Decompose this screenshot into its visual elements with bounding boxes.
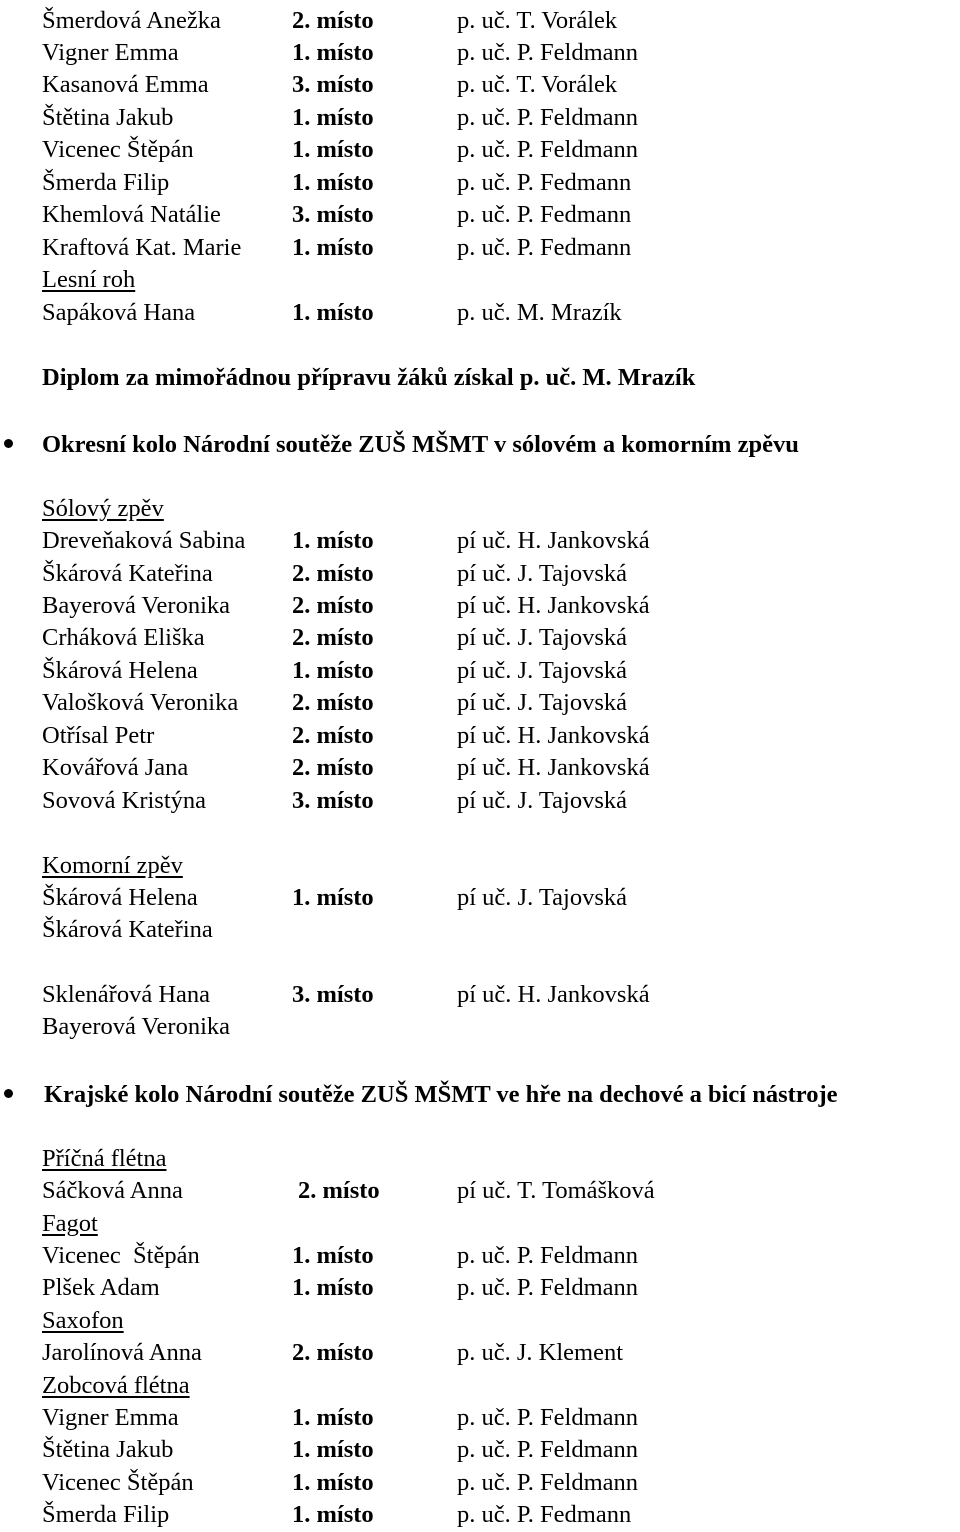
teacher-name: pí uč. J. Tajovská — [457, 787, 627, 814]
student-name: Bayerová Veronika — [42, 1013, 230, 1040]
placement: 2. místo — [292, 1339, 374, 1366]
student-name: Škárová Helena — [42, 657, 198, 684]
placement: 2. místo — [292, 722, 374, 749]
teacher-name: p. uč. P. Feldmann — [457, 1274, 639, 1301]
competition-title: Krajské kolo Národní soutěže ZUŠ MŠMT ve hře na dechové a bicí nástroje — [44, 1081, 838, 1108]
student-name: Crháková Eliška — [42, 624, 205, 651]
placement: 2. místo — [292, 689, 374, 716]
section-heading-komorni: Komorní zpěv — [42, 852, 183, 879]
student-name: Plšek Adam — [42, 1274, 160, 1301]
bullet-icon — [4, 1089, 13, 1098]
placement: 1. místo — [292, 104, 374, 131]
placement: 1. místo — [292, 1469, 374, 1496]
section-heading-solo: Sólový zpěv — [42, 495, 164, 522]
teacher-name: pí uč. H. Jankovská — [457, 981, 650, 1008]
placement: 1. místo — [292, 1274, 374, 1301]
student-name: Vigner Emma — [42, 1404, 179, 1431]
teacher-name: p. uč. T. Vorálek — [457, 71, 618, 98]
placement: 1. místo — [292, 39, 374, 66]
student-name: Khemlová Natálie — [42, 201, 221, 228]
student-name: Štětina Jakub — [42, 1436, 174, 1463]
student-name: Vicenec Štěpán — [42, 1469, 194, 1496]
placement: 1. místo — [292, 234, 374, 261]
placement: 1. místo — [292, 657, 374, 684]
bullet-icon — [4, 439, 13, 448]
placement: 2. místo — [298, 1177, 380, 1204]
teacher-name: p. uč. P. Fedmann — [457, 234, 632, 261]
placement: 3. místo — [292, 201, 374, 228]
student-name: Šmerda Filip — [42, 1501, 170, 1528]
student-name: Štětina Jakub — [42, 104, 174, 131]
student-name: Sovová Kristýna — [42, 787, 206, 814]
student-name: Škárová Kateřina — [42, 916, 213, 943]
teacher-name: p. uč. P. Feldmann — [457, 1242, 639, 1269]
placement: 2. místo — [292, 592, 374, 619]
student-name: Sklenářová Hana — [42, 981, 211, 1008]
placement: 2. místo — [292, 754, 374, 781]
teacher-name: p. uč. M. Mrazík — [457, 299, 622, 326]
placement: 1. místo — [292, 299, 374, 326]
teacher-name: p. uč. P. Feldmann — [457, 1404, 639, 1431]
teacher-name: p. uč. P. Feldmann — [457, 136, 639, 163]
placement: 1. místo — [292, 1436, 374, 1463]
teacher-name: pí uč. J. Tajovská — [457, 884, 627, 911]
placement: 1. místo — [292, 1404, 374, 1431]
student-name: Valošková Veronika — [42, 689, 239, 716]
section-heading-saxofon: Saxofon — [42, 1307, 124, 1334]
student-name: Kovářová Jana — [42, 754, 189, 781]
student-name: Šmerdová Anežka — [42, 7, 221, 34]
teacher-name: p. uč. P. Feldmann — [457, 104, 639, 131]
placement: 1. místo — [292, 1242, 374, 1269]
teacher-name: p. uč. P. Feldmann — [457, 39, 639, 66]
placement: 2. místo — [292, 7, 374, 34]
student-name: Sáčková Anna — [42, 1177, 183, 1204]
student-name: Dreveňaková Sabina — [42, 527, 246, 554]
section-heading-flute: Příčná flétna — [42, 1145, 167, 1172]
teacher-name: p. uč. P. Feldmann — [457, 1469, 639, 1496]
student-name: Vigner Emma — [42, 39, 179, 66]
placement: 3. místo — [292, 71, 374, 98]
student-name: Šmerda Filip — [42, 169, 170, 196]
student-name: Vicenec Štěpán — [42, 1242, 200, 1269]
teacher-name: pí uč. H. Jankovská — [457, 722, 650, 749]
student-name: Vicenec Štěpán — [42, 136, 194, 163]
teacher-name: p. uč. J. Klement — [457, 1339, 624, 1366]
teacher-name: pí uč. J. Tajovská — [457, 657, 627, 684]
diploma-note: Diplom za mimořádnou přípravu žáků získal p. uč. M. Mrazík — [42, 364, 696, 391]
student-name: Bayerová Veronika — [42, 592, 230, 619]
student-name: Sapáková Hana — [42, 299, 196, 326]
teacher-name: pí uč. J. Tajovská — [457, 689, 627, 716]
student-name: Škárová Kateřina — [42, 560, 213, 587]
teacher-name: pí uč. J. Tajovská — [457, 624, 627, 651]
placement: 2. místo — [292, 560, 374, 587]
student-name: Jarolínová Anna — [42, 1339, 202, 1366]
teacher-name: pí uč. T. Tomášková — [457, 1177, 655, 1204]
placement: 1. místo — [292, 169, 374, 196]
student-name: Kasanová Emma — [42, 71, 209, 98]
section-heading-zobcova: Zobcová flétna — [42, 1372, 190, 1399]
teacher-name: pí uč. H. Jankovská — [457, 592, 650, 619]
placement: 1. místo — [292, 136, 374, 163]
teacher-name: p. uč. P. Fedmann — [457, 169, 632, 196]
teacher-name: p. uč. P. Fedmann — [457, 1501, 632, 1528]
teacher-name: p. uč. T. Vorálek — [457, 7, 618, 34]
teacher-name: pí uč. J. Tajovská — [457, 560, 627, 587]
teacher-name: pí uč. H. Jankovská — [457, 527, 650, 554]
placement: 1. místo — [292, 1501, 374, 1528]
teacher-name: p. uč. P. Feldmann — [457, 1436, 639, 1463]
teacher-name: p. uč. P. Fedmann — [457, 201, 632, 228]
section-heading-fagot: Fagot — [42, 1210, 98, 1237]
competition-title: Okresní kolo Národní soutěže ZUŠ MŠMT v sólovém a komorním zpěvu — [42, 431, 799, 458]
section-heading-lesni-roh: Lesní roh — [42, 266, 136, 293]
placement: 3. místo — [292, 787, 374, 814]
placement: 2. místo — [292, 624, 374, 651]
student-name: Kraftová Kat. Marie — [42, 234, 242, 261]
student-name: Otřísal Petr — [42, 722, 155, 749]
placement: 1. místo — [292, 527, 374, 554]
placement: 1. místo — [292, 884, 374, 911]
teacher-name: pí uč. H. Jankovská — [457, 754, 650, 781]
placement: 3. místo — [292, 981, 374, 1008]
student-name: Škárová Helena — [42, 884, 198, 911]
